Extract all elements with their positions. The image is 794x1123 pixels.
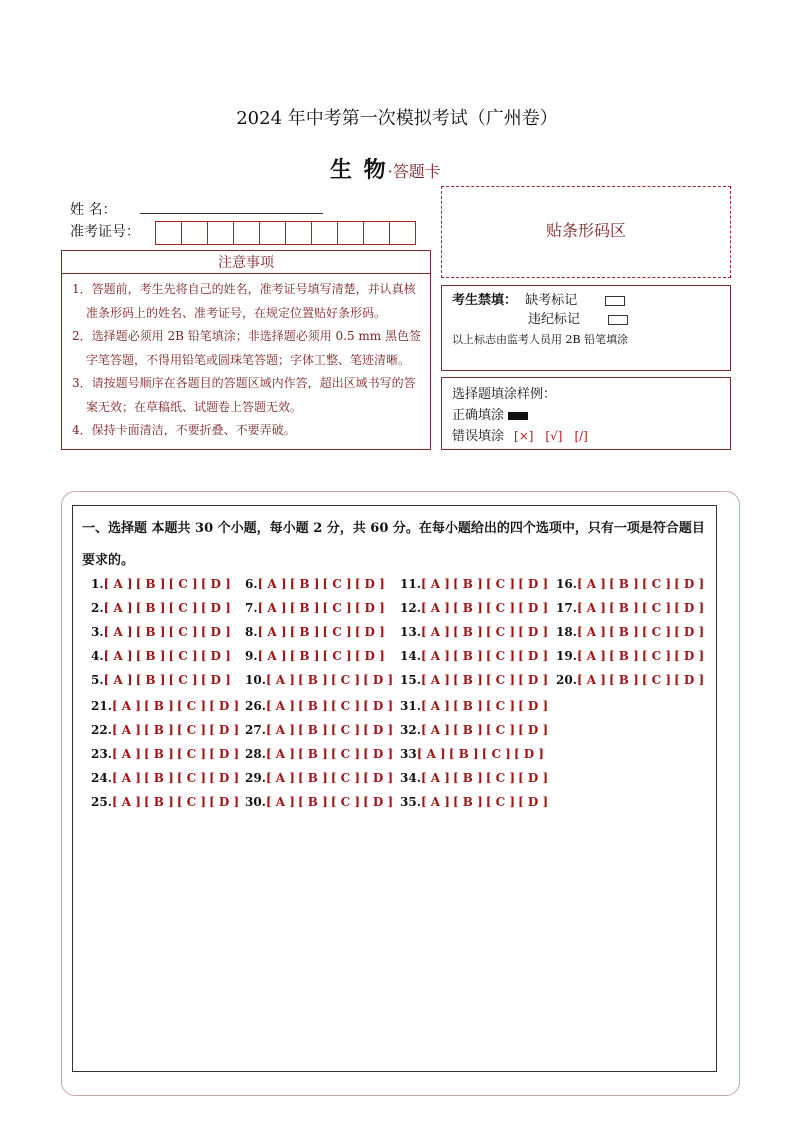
violation-label: 违纪标记	[528, 312, 581, 327]
option-bubble[interactable]: [ D ]	[200, 601, 231, 615]
sample-panel	[441, 377, 731, 450]
option-bubble[interactable]: [ B ]	[608, 649, 639, 663]
question-number: 34.	[400, 771, 421, 785]
question-item	[556, 673, 707, 687]
question-item	[245, 771, 396, 785]
option-bubble[interactable]: [ D ]	[518, 601, 549, 615]
option-bubble[interactable]: [ B ]	[143, 771, 174, 785]
option-bubble[interactable]: [ B ]	[452, 771, 483, 785]
option-bubble[interactable]: [ A ]	[420, 625, 450, 639]
option-bubble[interactable]: [ A ]	[103, 577, 133, 591]
option-bubble[interactable]: [ A ]	[265, 771, 295, 785]
option-bubble[interactable]: [ A ]	[576, 649, 606, 663]
option-bubble[interactable]: [ C ]	[176, 771, 207, 785]
option-bubble[interactable]: [ B ]	[452, 723, 483, 737]
option-bubble[interactable]: [ A ]	[111, 747, 141, 761]
option-bubble[interactable]: [ A ]	[265, 673, 295, 687]
option-bubble[interactable]: [ B ]	[135, 601, 166, 615]
question-number: 16.	[556, 577, 577, 591]
option-bubble[interactable]: [ B ]	[452, 795, 483, 809]
exam-id-cell[interactable]	[155, 221, 182, 245]
option-bubble[interactable]: [ B ]	[289, 601, 320, 615]
subject-name: 生 物	[330, 157, 388, 183]
option-bubble[interactable]: [ C ]	[641, 673, 672, 687]
option-bubble[interactable]: [ A ]	[111, 771, 141, 785]
option-bubble[interactable]: [ D ]	[518, 795, 549, 809]
option-bubble[interactable]: [ D ]	[363, 723, 394, 737]
option-bubble[interactable]: [ D ]	[363, 673, 394, 687]
forbid-label: 考生禁填：	[452, 293, 518, 308]
question-item	[245, 649, 388, 663]
question-item	[400, 649, 551, 663]
barcode-label: 贴条形码区	[545, 221, 626, 240]
option-bubble[interactable]: [ C ]	[322, 625, 352, 639]
sample-correct-row	[452, 405, 720, 426]
question-number: 9.	[245, 649, 258, 663]
violation-mark-box[interactable]	[608, 315, 628, 325]
option-bubble[interactable]: [ C ]	[485, 771, 516, 785]
question-number: 35.	[400, 795, 421, 809]
question-number: 24.	[91, 771, 112, 785]
option-bubble[interactable]: [ C ]	[168, 673, 198, 687]
absent-mark-box[interactable]	[605, 296, 625, 306]
option-bubble[interactable]: [ C ]	[322, 577, 352, 591]
option-bubble[interactable]: [ D ]	[200, 625, 231, 639]
barcode-area	[441, 186, 731, 278]
question-number: 30.	[245, 795, 266, 809]
option-bubble[interactable]: [ C ]	[168, 649, 198, 663]
absent-row	[452, 291, 720, 310]
option-bubble[interactable]: [ C ]	[330, 771, 361, 785]
option-bubble[interactable]: [ A ]	[265, 747, 295, 761]
option-bubble[interactable]: [ D ]	[354, 601, 385, 615]
option-bubble[interactable]: [ B ]	[452, 625, 483, 639]
option-bubble[interactable]: [ B ]	[608, 625, 639, 639]
question-number: 27.	[245, 723, 266, 737]
option-bubble[interactable]: [ A ]	[576, 673, 606, 687]
option-bubble[interactable]: [ C ]	[641, 625, 672, 639]
option-bubble[interactable]: [ C ]	[485, 625, 516, 639]
exam-id-cell[interactable]	[181, 221, 208, 245]
exam-id-cell[interactable]	[337, 221, 364, 245]
question-number: 23.	[91, 747, 112, 761]
option-bubble[interactable]: [ A ]	[420, 673, 450, 687]
option-bubble[interactable]: [ B ]	[135, 673, 166, 687]
option-bubble[interactable]: [ D ]	[209, 723, 240, 737]
option-bubble[interactable]: [ D ]	[674, 673, 705, 687]
question-item	[400, 747, 547, 761]
option-bubble[interactable]: [ D ]	[200, 649, 231, 663]
option-bubble[interactable]: [ A ]	[420, 649, 450, 663]
question-item	[556, 601, 707, 615]
option-bubble[interactable]: [ B ]	[297, 673, 328, 687]
option-bubble[interactable]: [ C ]	[176, 723, 207, 737]
exam-id-cell[interactable]	[207, 221, 234, 245]
question-item	[245, 673, 396, 687]
option-bubble[interactable]: [ D ]	[354, 577, 385, 591]
question-item	[245, 723, 396, 737]
option-bubble[interactable]: [ A ]	[103, 625, 133, 639]
option-bubble[interactable]: [ A ]	[420, 723, 450, 737]
question-number: 7.	[245, 601, 258, 615]
option-bubble[interactable]: [ D ]	[363, 699, 394, 713]
option-bubble[interactable]: [ C ]	[481, 747, 511, 761]
sample-correct-label: 正确填涂	[452, 408, 505, 423]
option-bubble[interactable]: [ C ]	[641, 649, 672, 663]
option-bubble[interactable]: [ B ]	[608, 577, 639, 591]
section-heading: 一、选择题 本题共 30 个小题，每小题 2 分，共 60 分。在每小题给出的四个选项中，只有一项是符合题目要求的。	[82, 521, 705, 568]
question-number: 21.	[91, 699, 112, 713]
question-item	[245, 601, 388, 615]
option-bubble[interactable]: [ C ]	[330, 747, 361, 761]
question-item	[91, 625, 234, 639]
page-title: 2024 年中考第一次模拟考试（广州卷）	[236, 108, 558, 129]
question-number: 17.	[556, 601, 577, 615]
option-bubble[interactable]: [ D ]	[518, 771, 549, 785]
question-number: 32.	[400, 723, 421, 737]
question-item	[556, 577, 707, 591]
option-bubble[interactable]: [ C ]	[176, 795, 207, 809]
option-bubble[interactable]: [ A ]	[265, 795, 295, 809]
question-number: 22.	[91, 723, 112, 737]
question-item	[400, 771, 551, 785]
exam-id-cell[interactable]	[259, 221, 286, 245]
option-bubble[interactable]: [ C ]	[485, 699, 516, 713]
option-bubble[interactable]: [ B ]	[297, 747, 328, 761]
option-bubble[interactable]: [ D ]	[200, 673, 231, 687]
exam-id-cell[interactable]	[389, 221, 416, 245]
question-number: 28.	[245, 747, 266, 761]
question-number: 1.	[91, 577, 104, 591]
option-bubble[interactable]: [ D ]	[209, 795, 240, 809]
question-item	[91, 771, 242, 785]
exam-id-boxes[interactable]	[155, 221, 415, 244]
option-bubble[interactable]: [ C ]	[330, 673, 361, 687]
option-bubble[interactable]: [ D ]	[518, 577, 549, 591]
option-bubble[interactable]: [ C ]	[485, 601, 516, 615]
question-item	[400, 625, 551, 639]
option-bubble[interactable]: [ B ]	[289, 625, 320, 639]
question-number: 10.	[245, 673, 266, 687]
option-bubble[interactable]: [ B ]	[608, 601, 639, 615]
option-bubble[interactable]: [ A ]	[257, 577, 287, 591]
question-item	[400, 601, 551, 615]
option-bubble[interactable]: [ A ]	[420, 795, 450, 809]
exam-id-cell[interactable]	[311, 221, 338, 245]
option-bubble[interactable]: [ D ]	[518, 673, 549, 687]
notice-item: 4．保持卡面清洁，不要折叠、不要弄破。	[72, 423, 296, 437]
option-bubble[interactable]: [ A ]	[257, 601, 287, 615]
option-bubble[interactable]: [ B ]	[297, 771, 328, 785]
option-bubble[interactable]: [ B ]	[135, 625, 166, 639]
option-bubble[interactable]: [ C ]	[176, 699, 207, 713]
option-bubble[interactable]: [ D ]	[200, 577, 231, 591]
option-bubble[interactable]: [ D ]	[209, 699, 240, 713]
question-item	[245, 795, 396, 809]
option-bubble[interactable]: [ C ]	[485, 795, 516, 809]
option-bubble[interactable]: [ C ]	[322, 649, 352, 663]
option-bubble[interactable]: [ C ]	[485, 673, 516, 687]
option-bubble[interactable]: [ A ]	[257, 649, 287, 663]
option-bubble[interactable]: [ B ]	[452, 601, 483, 615]
question-number: 26.	[245, 699, 266, 713]
option-bubble[interactable]: [ C ]	[330, 795, 361, 809]
option-bubble[interactable]: [ C ]	[330, 723, 361, 737]
name-label: 姓 名：	[70, 202, 117, 218]
question-item	[400, 723, 551, 737]
question-number: 2.	[91, 601, 104, 615]
violation-row	[452, 310, 720, 329]
option-bubble[interactable]: [ D ]	[513, 747, 544, 761]
option-bubble[interactable]: [ B ]	[452, 673, 483, 687]
question-number: 31.	[400, 699, 421, 713]
option-bubble[interactable]: [ C ]	[485, 723, 516, 737]
option-bubble[interactable]: [ A ]	[576, 625, 606, 639]
question-item	[91, 747, 242, 761]
option-bubble[interactable]: [ A ]	[416, 747, 446, 761]
notice-heading: 注意事项	[61, 250, 431, 274]
question-number: 5.	[91, 673, 104, 687]
option-bubble[interactable]: [ D ]	[363, 771, 394, 785]
forbid-panel	[441, 285, 731, 371]
notice-item: 2．选择题必须用 2B 铅笔填涂；非选择题必须用 0.5 mm 黑色签字笔答题，不得用铅笔或圆珠笔答题；字体工整、笔迹清晰。	[72, 329, 422, 367]
option-bubble[interactable]: [ D ]	[354, 625, 385, 639]
question-number: 13.	[400, 625, 421, 639]
option-bubble[interactable]: [ B ]	[143, 699, 174, 713]
option-bubble[interactable]: [ B ]	[143, 723, 174, 737]
question-number: 19.	[556, 649, 577, 663]
exam-id-cell[interactable]	[363, 221, 390, 245]
question-item	[245, 699, 396, 713]
option-bubble[interactable]: [ C ]	[168, 577, 198, 591]
question-number: 18.	[556, 625, 577, 639]
option-bubble[interactable]: [ B ]	[448, 747, 479, 761]
option-bubble[interactable]: [ A ]	[111, 699, 141, 713]
subject-title	[330, 153, 441, 184]
option-bubble[interactable]: [ A ]	[257, 625, 287, 639]
option-bubble[interactable]: [ D ]	[674, 577, 705, 591]
sample-wrong-label: 错误填涂	[452, 429, 505, 444]
question-number: 6.	[245, 577, 258, 591]
exam-id-cell[interactable]	[233, 221, 260, 245]
option-bubble[interactable]: [ B ]	[297, 723, 328, 737]
question-item	[556, 625, 707, 639]
absent-label: 缺考标记	[525, 293, 578, 308]
question-item	[245, 747, 396, 761]
id-label: 准考证号：	[70, 224, 140, 240]
question-item	[91, 601, 234, 615]
option-bubble[interactable]: [ B ]	[143, 795, 174, 809]
question-number: 8.	[245, 625, 258, 639]
notice-body	[61, 274, 431, 450]
notice-item: 1．答题前，考生先将自己的姓名，准考证号填写清楚，并认真核准条形码上的姓名、准考证号，在规定位置贴好条形码。	[72, 282, 416, 320]
option-bubble[interactable]: [ B ]	[289, 577, 320, 591]
option-bubble[interactable]: [ D ]	[209, 771, 240, 785]
sample-wrong-marks: [×] [√] [/]	[514, 429, 588, 443]
option-bubble[interactable]: [ A ]	[103, 673, 133, 687]
option-bubble[interactable]: [ A ]	[420, 601, 450, 615]
question-item	[91, 699, 242, 713]
option-bubble[interactable]: [ C ]	[168, 625, 198, 639]
sample-heading: 选择题填涂样例：	[452, 387, 557, 402]
question-number: 20.	[556, 673, 577, 687]
option-bubble[interactable]: [ B ]	[297, 795, 328, 809]
option-bubble[interactable]: [ D ]	[674, 601, 705, 615]
option-bubble[interactable]: [ B ]	[297, 699, 328, 713]
option-bubble[interactable]: [ A ]	[103, 601, 133, 615]
question-item	[245, 577, 388, 591]
question-item	[556, 649, 707, 663]
question-item	[245, 625, 388, 639]
option-bubble[interactable]: [ C ]	[485, 649, 516, 663]
question-number: 15.	[400, 673, 421, 687]
option-bubble[interactable]: [ D ]	[209, 747, 240, 761]
exam-id-cell[interactable]	[285, 221, 312, 245]
option-bubble[interactable]: [ B ]	[135, 649, 166, 663]
question-number: 29.	[245, 771, 266, 785]
question-number: 33	[400, 747, 417, 761]
option-bubble[interactable]: [ C ]	[168, 601, 198, 615]
option-bubble[interactable]: [ D ]	[674, 625, 705, 639]
option-bubble[interactable]: [ A ]	[576, 601, 606, 615]
question-number: 14.	[400, 649, 421, 663]
question-item	[91, 649, 234, 663]
question-item	[400, 673, 551, 687]
option-bubble[interactable]: [ A ]	[265, 699, 295, 713]
sample-wrong-row	[452, 426, 720, 447]
question-number: 4.	[91, 649, 104, 663]
option-bubble[interactable]: [ B ]	[452, 649, 483, 663]
option-bubble[interactable]: [ B ]	[608, 673, 639, 687]
option-bubble[interactable]: [ B ]	[143, 747, 174, 761]
question-number: 3.	[91, 625, 104, 639]
option-bubble[interactable]: [ D ]	[363, 747, 394, 761]
notice-item: 3．请按题号顺序在各题目的答题区域内作答，超出区域书写的答案无效；在草稿纸、试题卷上答题无效。	[72, 376, 416, 414]
option-bubble[interactable]: [ D ]	[518, 723, 549, 737]
question-number: 11.	[400, 577, 421, 591]
option-bubble[interactable]: [ B ]	[289, 649, 320, 663]
name-field[interactable]	[140, 213, 323, 214]
option-bubble[interactable]: [ D ]	[674, 649, 705, 663]
option-bubble[interactable]: [ B ]	[452, 577, 483, 591]
question-item	[400, 699, 551, 713]
option-bubble[interactable]: [ B ]	[452, 699, 483, 713]
option-bubble[interactable]: [ C ]	[641, 577, 672, 591]
option-bubble[interactable]: [ C ]	[330, 699, 361, 713]
option-bubble[interactable]: [ C ]	[322, 601, 352, 615]
option-bubble[interactable]: [ D ]	[354, 649, 385, 663]
question-item	[91, 673, 234, 687]
option-bubble[interactable]: [ A ]	[111, 795, 141, 809]
option-bubble[interactable]: [ A ]	[265, 723, 295, 737]
option-bubble[interactable]: [ C ]	[641, 601, 672, 615]
filled-block-icon	[508, 412, 528, 420]
option-bubble[interactable]: [ B ]	[135, 577, 166, 591]
question-number: 25.	[91, 795, 112, 809]
option-bubble[interactable]: [ A ]	[576, 577, 606, 591]
option-bubble[interactable]: [ A ]	[103, 649, 133, 663]
option-bubble[interactable]: [ C ]	[485, 577, 516, 591]
option-bubble[interactable]: [ D ]	[518, 625, 549, 639]
question-item	[91, 795, 242, 809]
subject-suffix: ·答题卡	[387, 162, 441, 181]
option-bubble[interactable]: [ A ]	[111, 723, 141, 737]
forbid-note: 以上标志由监考人员用 2B 铅笔填涂	[452, 333, 629, 346]
option-bubble[interactable]: [ D ]	[363, 795, 394, 809]
option-bubble[interactable]: [ D ]	[518, 699, 549, 713]
option-bubble[interactable]: [ A ]	[420, 771, 450, 785]
option-bubble[interactable]: [ D ]	[518, 649, 549, 663]
question-item	[91, 723, 242, 737]
option-bubble[interactable]: [ C ]	[176, 747, 207, 761]
question-number: 12.	[400, 601, 421, 615]
question-item	[91, 577, 234, 591]
option-bubble[interactable]: [ A ]	[420, 577, 450, 591]
question-item	[400, 795, 551, 809]
question-item	[400, 577, 551, 591]
option-bubble[interactable]: [ A ]	[420, 699, 450, 713]
